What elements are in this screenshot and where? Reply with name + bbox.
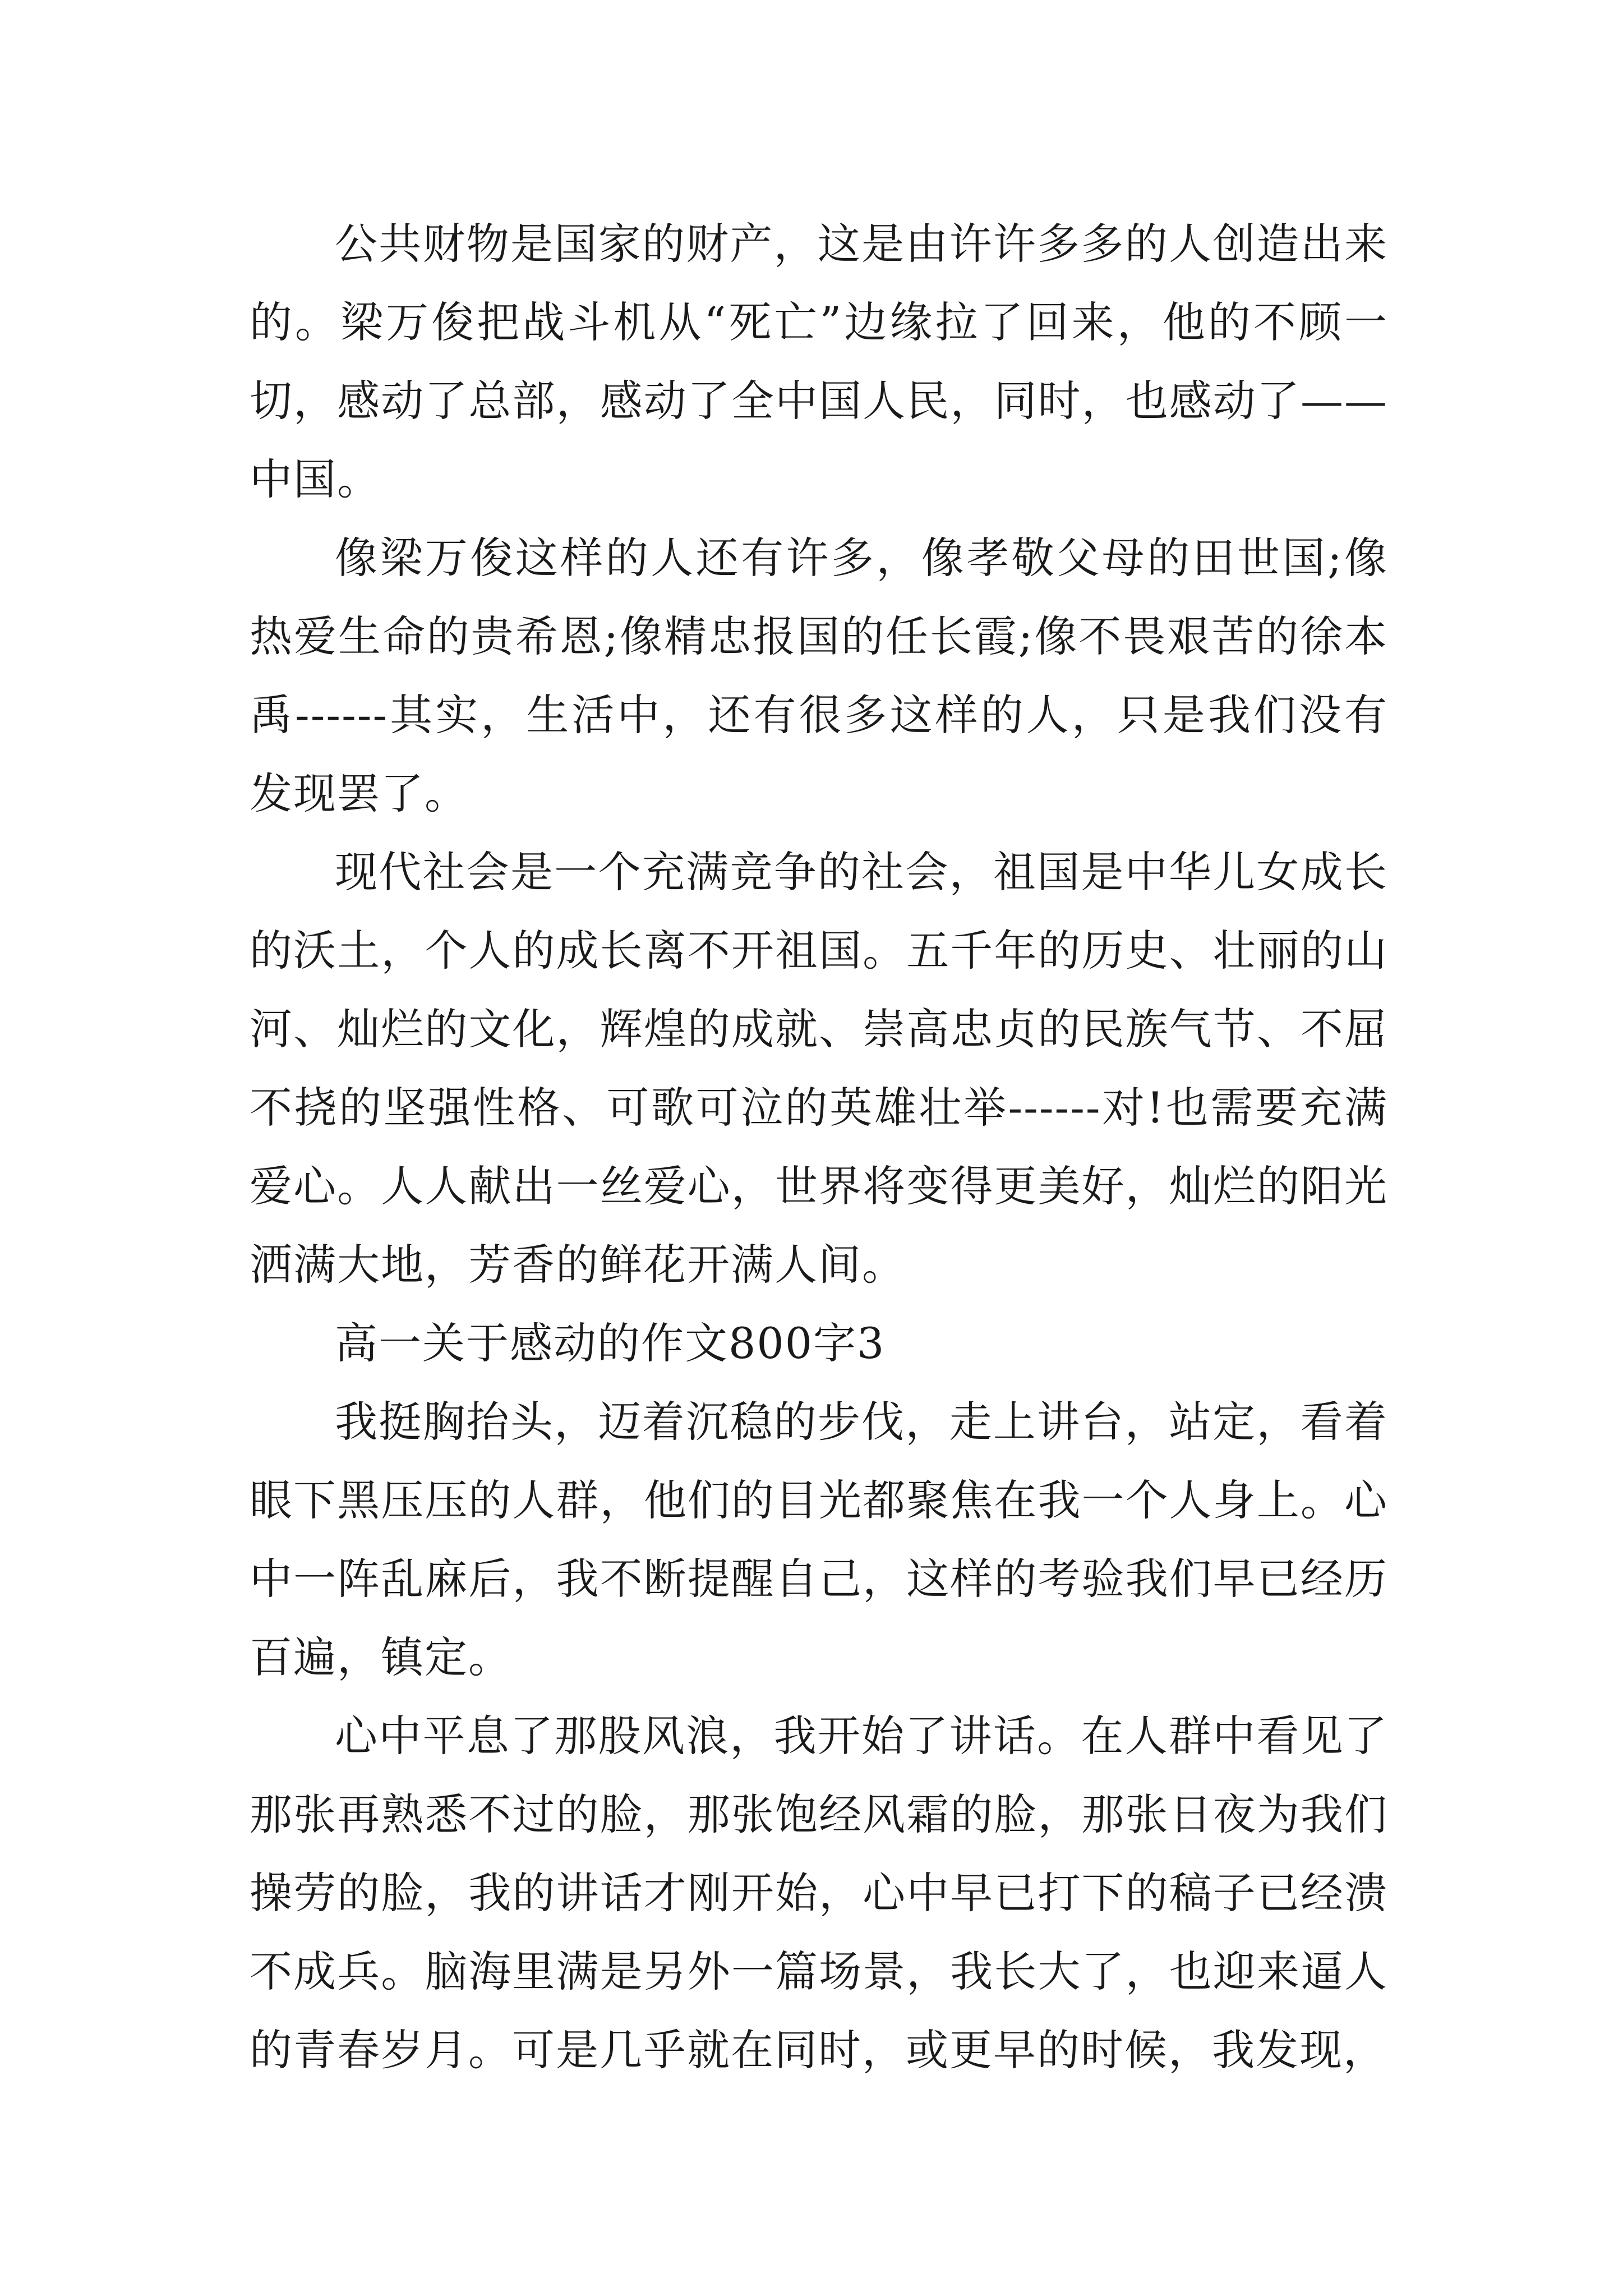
paragraph-modern-society: 现代社会是一个充满竞争的社会，祖国是中华儿女成长的沃土，个人的成长离不开祖国。五千年的历史、壮丽的山河、灿烂的文化，辉煌的成就、崇高忠贞的民族气节、不屈不挠的坚强性格、可歌可泣的英雄壮举------对!也需要充满爱心。人人献出一丝爱心，世界将变得更美好，灿烂的阳光洒满大地，芳香的鲜花开满人间。 xyxy=(250,847,1388,1290)
body-text xyxy=(250,205,1388,2090)
paragraph-role-models: 像梁万俊这样的人还有许多，像孝敬父母的田世国;像热爱生命的贵希恩;像精忠报国的任长霞;像不畏艰苦的徐本禹------其实，生活中，还有很多这样的人，只是我们没有发现罢了。 xyxy=(250,533,1388,818)
paragraph-public-property: 公共财物是国家的财产，这是由许许多多的人创造出来的。梁万俊把战斗机从“死亡”边缘拉了回来，他的不顾一切，感动了总部，感动了全中国人民，同时，也感动了——中国。 xyxy=(250,219,1388,504)
paragraph-familiar-face: 心中平息了那股风浪，我开始了讲话。在人群中看见了那张再熟悉不过的脸，那张饱经风霜的脸，那张日夜为我们操劳的脸，我的讲话才刚开始，心中早已打下的稿子已经溃不成兵。脑海里满是另外一篇场景，我长大了，也迎来逼人的青春岁月。可是几乎就在同时，或更早的时候，我发现， xyxy=(250,1711,1388,2075)
paragraph-podium: 我挺胸抬头，迈着沉稳的步伐，走上讲台，站定，看着眼下黑压压的人群，他们的目光都聚焦在我一个人身上。心中一阵乱麻后，我不断提醒自己，这样的考验我们早已经历百遍，镇定。 xyxy=(250,1397,1388,1682)
section-heading: 高一关于感动的作文800字3 xyxy=(335,1318,886,1368)
